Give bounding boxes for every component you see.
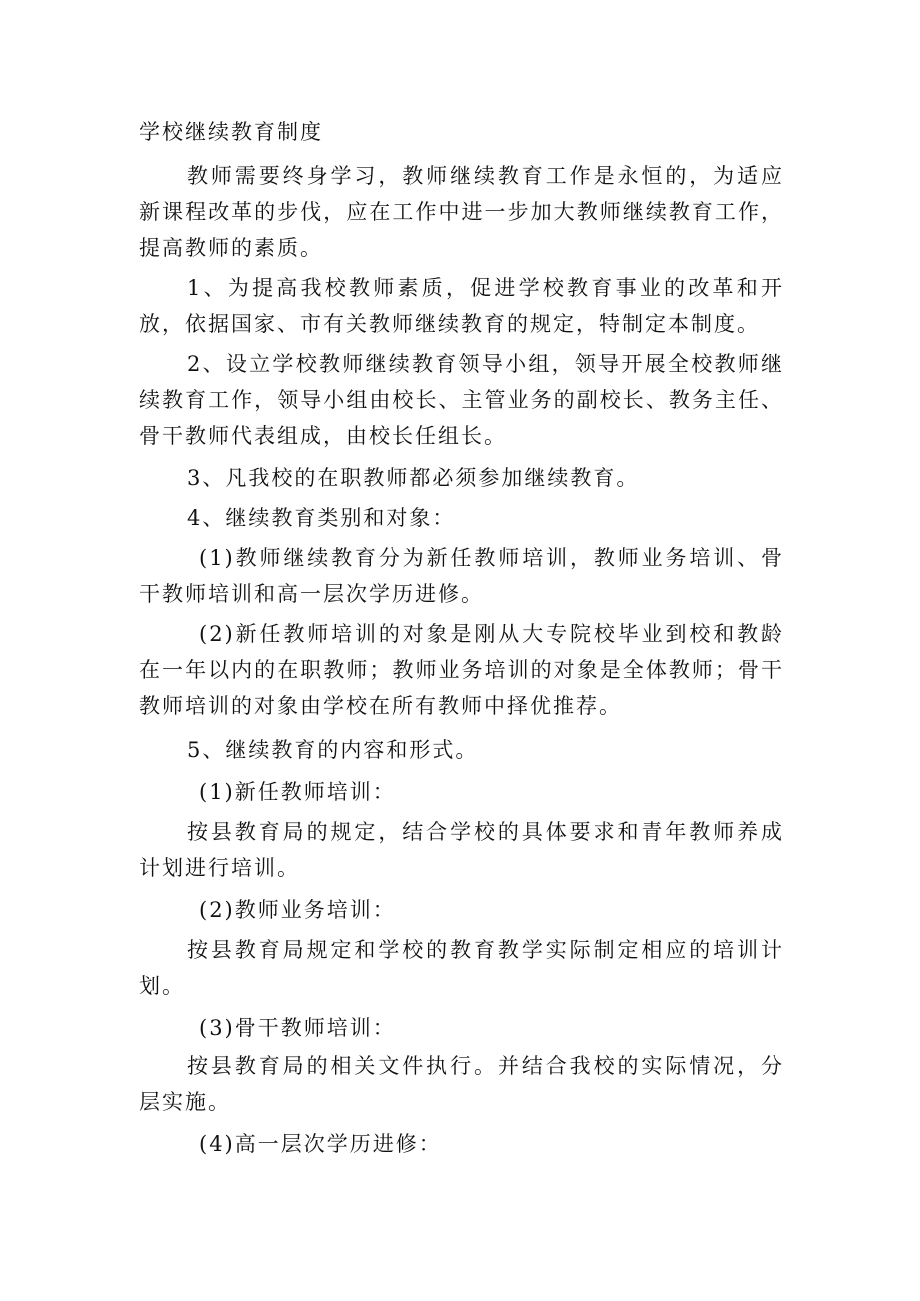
paragraph-item-3: 3、凡我校的在职教师都必须参加继续教育。 (187, 466, 640, 490)
paragraph-item-4-2: (2)新任教师培训的对象是刚从大专院校毕业到校和教龄在一年以内的在职教师；教师业务培训的对象是全体教师；骨干教师培训的对象由学校在所有教师中择优推荐。 (139, 622, 784, 718)
paragraph-item-2: 2、设立学校教师继续教育领导小组，领导开展全校教师继续教育工作，领导小组由校长、主管业务的副校长、教务主任、骨干教师代表组成，由校长任组长。 (139, 352, 784, 448)
paragraph-item-1: 1、为提高我校教师素质，促进学校教育事业的改革和开放，依据国家、市有关教师继续教育的规定，特制定本制度。 (139, 276, 784, 336)
paragraph-item-5-3-body: 按县教育局的相关文件执行。并结合我校的实际情况，分层实施。 (139, 1054, 784, 1114)
paragraph-item-5-1-heading: (1)新任教师培训： (199, 780, 396, 804)
paragraph-item-5-4-heading: (4)高一层次学历进修： (199, 1132, 442, 1156)
paragraph-item-5-2-heading: (2)教师业务培训： (199, 898, 396, 922)
paragraph-item-5-1-body: 按县教育局的规定，结合学校的具体要求和青年教师养成计划进行培训。 (139, 820, 784, 880)
document-title: 学校继续教育制度 (139, 120, 323, 144)
paragraph-item-4-1: (1)教师继续教育分为新任教师培训，教师业务培训、骨干教师培训和高一层次学历进修。 (139, 546, 784, 606)
paragraph-item-5: 5、继续教育的内容和形式。 (187, 738, 479, 762)
paragraph-item-4: 4、继续教育类别和对象： (187, 506, 456, 530)
paragraph-intro: 教师需要终身学习，教师继续教育工作是永恒的，为适应新课程改革的步伐，应在工作中进一步加大教师继续教育工作，提高教师的素质。 (139, 164, 784, 260)
paragraph-item-5-3-heading: (3)骨干教师培训： (199, 1016, 396, 1040)
paragraph-item-5-2-body: 按县教育局规定和学校的教育教学实际制定相应的培训计划。 (139, 938, 784, 998)
